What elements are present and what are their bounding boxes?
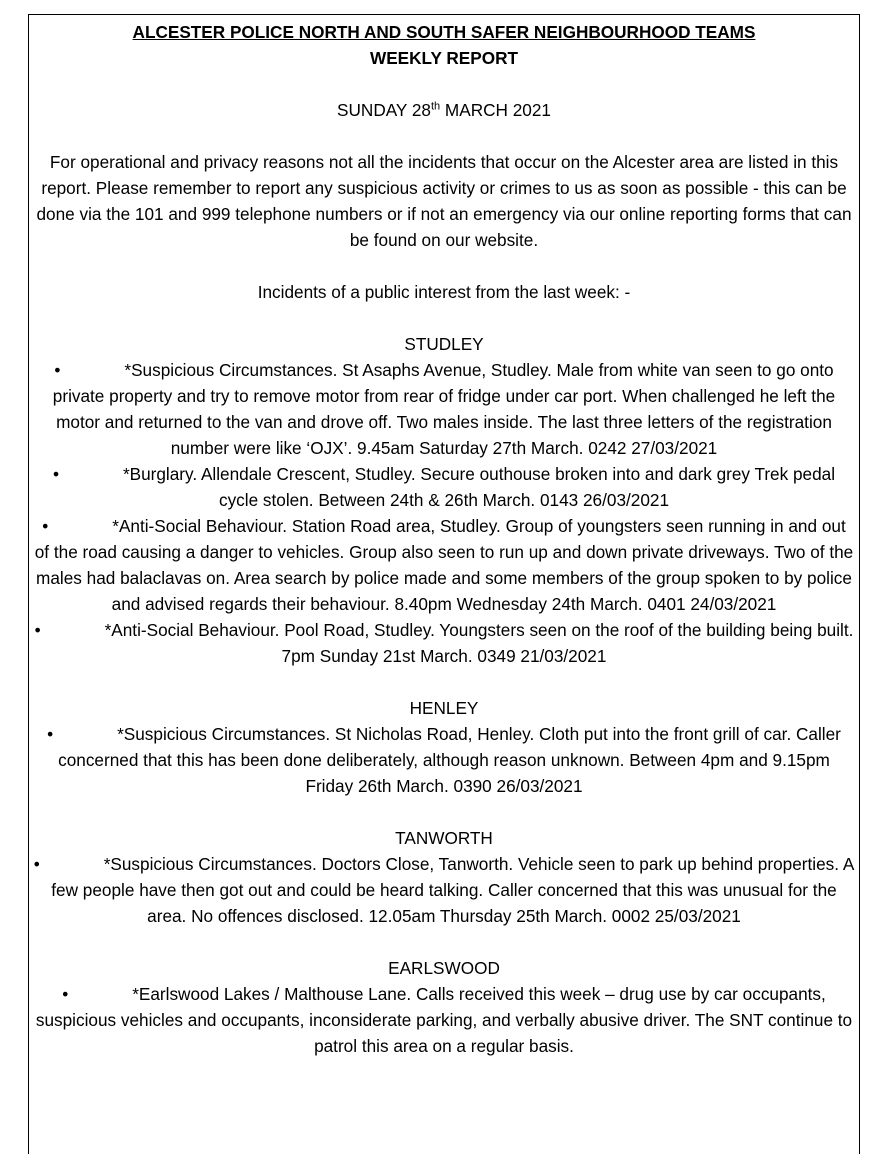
report-date-ordinal: th [430, 100, 441, 113]
incident-item [33, 721, 855, 799]
report-subtitle: WEEKLY REPORT [369, 48, 519, 68]
report-date-month-year: MARCH 2021 [440, 100, 551, 120]
incident-text: *Anti-Social Behaviour. Station Road area, Studley. Group of youngsters seen running in and out of the road causing a danger to vehicles. Group also seen to run up and down private driveways. Two of the males had balaclavas on. Area search by police made and some members of the group spoken to by police and advised regards their behaviour. 8.40pm Wednesday 24th March. 0401 24/03/2021 [34, 516, 854, 614]
report-date-day: SUNDAY 28 [337, 100, 431, 120]
incident-item [33, 461, 855, 513]
area-section [33, 695, 855, 799]
report-title: ALCESTER POLICE NORTH AND SOUTH SAFER NEIGHBOURHOOD TEAMS [132, 22, 756, 42]
incident-text: *Suspicious Circumstances. St Asaphs Avenue, Studley. Male from white van seen to go onto private property and try to remove motor from rear of fridge under car port. When challenged he left the motor and returned to the van and drove off. Two males inside. The last three letters of the registration number were like ‘OJX’. 9.45am Saturday 27th March. 0242 27/03/2021 [52, 360, 836, 458]
area-heading: EARLSWOOD [388, 958, 500, 978]
area-heading: HENLEY [409, 698, 479, 718]
report-page [28, 14, 860, 1154]
bullet-icon: • [33, 854, 40, 874]
incident-text: *Suspicious Circumstances. Doctors Close, Tanworth. Vehicle seen to park up behind properties. A few people have then got out and could be heard talking. Caller concerned that this was unusual for the area. No offences disclosed. 12.05am Thursday 25th March. 0002 25/03/2021 [51, 854, 855, 926]
report-date [33, 97, 855, 123]
bullet-icon: • [54, 360, 61, 380]
incident-item [33, 981, 855, 1059]
incidents-lead: Incidents of a public interest from the last week: - [257, 282, 631, 302]
bullet-icon: • [42, 516, 49, 536]
incident-item [33, 617, 855, 669]
bullet-icon: • [34, 620, 41, 640]
incident-text: *Burglary. Allendale Crescent, Studley. Secure outhouse broken into and dark grey Trek pedal cycle stolen. Between 24th & 26th March. 0143 26/03/2021 [122, 464, 836, 510]
incident-item [33, 851, 855, 929]
bullet-icon: • [62, 984, 69, 1004]
area-heading: STUDLEY [404, 334, 484, 354]
incident-item [33, 513, 855, 617]
intro-paragraph: For operational and privacy reasons not all the incidents that occur on the Alcester area are listed in this report. Please remember to report any suspicious activity or crimes to us as soon as possible - this can be done via the 101 and 999 telephone numbers or if not an emergency via our online reporting forms that can be found on our website. [36, 152, 852, 250]
incident-text: *Suspicious Circumstances. St Nicholas Road, Henley. Cloth put into the front grill of car. Caller concerned that this has been done deliberately, although reason unknown. Between 4pm and 9.15pm Friday 26th March. 0390 26/03/2021 [58, 724, 841, 796]
area-section [33, 955, 855, 1059]
incident-list [33, 357, 855, 669]
incident-text: *Anti-Social Behaviour. Pool Road, Studley. Youngsters seen on the roof of the building being built. 7pm Sunday 21st March. 0349 21/03/2021 [104, 620, 854, 666]
bullet-icon: • [52, 464, 59, 484]
area-heading: TANWORTH [395, 828, 493, 848]
incident-sections [33, 331, 855, 1059]
incident-item [33, 357, 855, 461]
incident-list [33, 721, 855, 799]
incident-list [33, 981, 855, 1059]
incident-text: *Earlswood Lakes / Malthouse Lane. Calls received this week – drug use by car occupants, suspicious vehicles and occupants, inconsiderate parking, and verbally abusive driver. The SNT continue to patrol this area on a regular basis. [35, 984, 853, 1056]
bullet-icon: • [47, 724, 54, 744]
area-section [33, 331, 855, 669]
area-section [33, 825, 855, 929]
incident-list [33, 851, 855, 929]
